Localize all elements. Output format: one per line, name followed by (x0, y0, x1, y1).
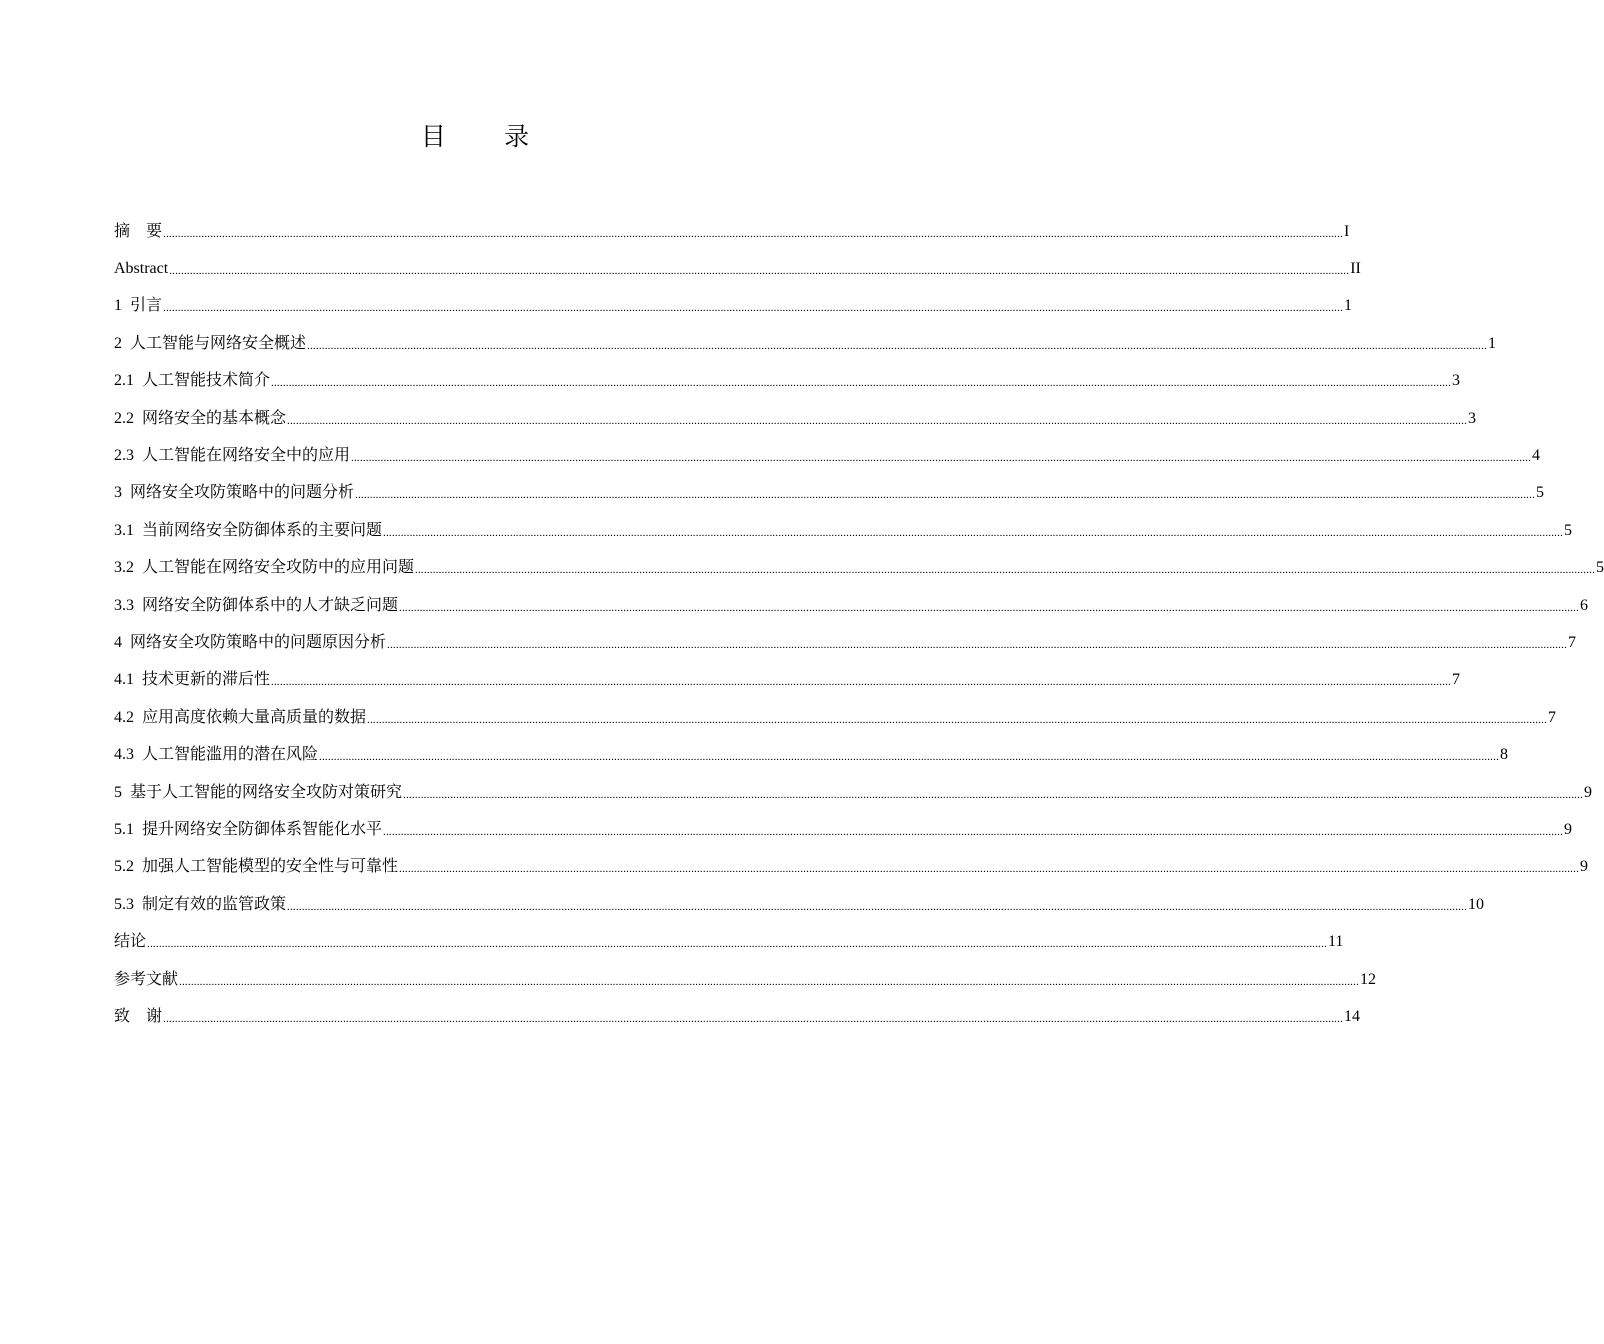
toc-entry-page: 4 (1532, 447, 1541, 465)
toc-entry-label: 结论 (114, 933, 147, 951)
toc-leader-dots: ................................................................................................................................................................................................................................................................................................................................................................................................................ (367, 713, 1548, 726)
toc-entry (114, 774, 1593, 811)
toc-entry-label: 3.1 当前网络安全防御体系的主要问题 (114, 521, 383, 539)
toc-entry (114, 998, 1361, 1035)
toc-entry (114, 400, 1477, 437)
toc-leader-dots: ................................................................................................................................................................................................................................................................................................................................................................................................................ (415, 564, 1596, 577)
toc-entry (114, 923, 1344, 960)
toc-entry (114, 363, 1461, 400)
toc-entry-page: 7 (1548, 708, 1557, 726)
toc-entry (114, 699, 1557, 736)
toc-entry-label: 5 基于人工智能的网络安全攻防对策研究 (114, 783, 403, 801)
toc-leader-dots: ................................................................................................................................................................................................................................................................................................................................................................................................................ (355, 489, 1536, 502)
toc-entry (114, 886, 1485, 923)
toc-entry-page: 5 (1536, 484, 1545, 502)
toc-entry-label: 2.3 人工智能在网络安全中的应用 (114, 447, 351, 465)
toc-entry (114, 213, 1350, 250)
toc-leader-dots: ................................................................................................................................................................................................................................................................................................................................................................................................................ (383, 825, 1564, 838)
toc-entry-page: 7 (1452, 671, 1461, 689)
toc-leader-dots: ................................................................................................................................................................................................................................................................................................................................................................................................................ (351, 452, 1532, 465)
toc-leader-dots: ................................................................................................................................................................................................................................................................................................................................................................................................................ (163, 1012, 1344, 1025)
toc-entry-label: 4.1 技术更新的滞后性 (114, 671, 271, 689)
toc-entry (114, 475, 1545, 512)
toc-entry-page: I (1344, 222, 1350, 240)
toc-entry-label: 3.3 网络安全防御体系中的人才缺乏问题 (114, 596, 399, 614)
toc-entry-label: 致 谢 (114, 1007, 163, 1025)
toc-entry-label: 1 引言 (114, 297, 163, 315)
toc-entry-label: 4.3 人工智能滥用的潜在风险 (114, 746, 319, 764)
toc-entry (114, 811, 1573, 848)
toc-entry-label: 2.2 网络安全的基本概念 (114, 409, 287, 427)
toc-entry-page: 9 (1564, 820, 1573, 838)
toc-entry-page: 11 (1328, 933, 1344, 951)
toc-entry-page: 7 (1568, 633, 1577, 651)
toc-leader-dots: ................................................................................................................................................................................................................................................................................................................................................................................................................ (287, 900, 1468, 913)
toc-leader-dots: ................................................................................................................................................................................................................................................................................................................................................................................................................ (147, 938, 1328, 951)
toc-leader-dots: ................................................................................................................................................................................................................................................................................................................................................................................................................ (163, 302, 1344, 315)
toc-leader-dots: ................................................................................................................................................................................................................................................................................................................................................................................................................ (387, 638, 1568, 651)
toc-entry-label: 5.1 提升网络安全防御体系智能化水平 (114, 820, 383, 838)
toc-entry-page: 1 (1488, 334, 1497, 352)
toc-entry-page: 9 (1580, 858, 1589, 876)
toc-leader-dots: ................................................................................................................................................................................................................................................................................................................................................................................................................ (399, 863, 1580, 876)
toc-entry-label: 3.2 人工智能在网络安全攻防中的应用问题 (114, 559, 415, 577)
toc-leader-dots: ................................................................................................................................................................................................................................................................................................................................................................................................................ (179, 975, 1360, 988)
toc-entry-label: 摘 要 (114, 222, 163, 240)
toc-entry-label: 4.2 应用高度依赖大量高质量的数据 (114, 708, 367, 726)
toc-entry-page: 12 (1360, 970, 1377, 988)
toc-entry (114, 849, 1589, 886)
toc-entry-label: 5.3 制定有效的监管政策 (114, 895, 287, 913)
toc-leader-dots: ................................................................................................................................................................................................................................................................................................................................................................................................................ (169, 265, 1350, 278)
toc-title: 目 录 (420, 124, 556, 151)
toc-entry (114, 512, 1573, 549)
toc-entry-label: Abstract (114, 260, 169, 278)
toc-entry-label: 2.1 人工智能技术简介 (114, 372, 271, 390)
toc-entry-label: 5.2 加强人工智能模型的安全性与可靠性 (114, 858, 399, 876)
toc-leader-dots: ................................................................................................................................................................................................................................................................................................................................................................................................................ (163, 227, 1344, 240)
toc-leader-dots: ................................................................................................................................................................................................................................................................................................................................................................................................................ (271, 676, 1452, 689)
toc-leader-dots: ................................................................................................................................................................................................................................................................................................................................................................................................................ (383, 526, 1564, 539)
toc-leader-dots: ................................................................................................................................................................................................................................................................................................................................................................................................................ (287, 414, 1468, 427)
toc-entry-page: 14 (1344, 1007, 1361, 1025)
toc-entry (114, 325, 1497, 362)
toc-leader-dots: ................................................................................................................................................................................................................................................................................................................................................................................................................ (307, 339, 1488, 352)
toc-entry-label: 2 人工智能与网络安全概述 (114, 334, 307, 352)
toc-entry (114, 624, 1577, 661)
toc-entry-page: 3 (1468, 409, 1477, 427)
toc-entry (114, 550, 1604, 587)
toc-entry-page: 10 (1468, 895, 1485, 913)
toc-entry-page: II (1350, 260, 1361, 278)
toc-entry (114, 250, 1361, 287)
toc-entry (114, 662, 1461, 699)
toc-entry (114, 288, 1353, 325)
toc-entry (114, 587, 1589, 624)
toc-entry (114, 961, 1377, 998)
toc-entry-label: 4 网络安全攻防策略中的问题原因分析 (114, 633, 387, 651)
toc-entry-page: 5 (1564, 521, 1573, 539)
toc-entry (114, 736, 1509, 773)
toc-leader-dots: ................................................................................................................................................................................................................................................................................................................................................................................................................ (403, 788, 1584, 801)
toc-entry-page: 9 (1584, 783, 1593, 801)
toc-leader-dots: ................................................................................................................................................................................................................................................................................................................................................................................................................ (319, 751, 1500, 764)
toc-list (114, 213, 1604, 1036)
toc-entry-page: 5 (1596, 559, 1604, 577)
toc-entry-label: 3 网络安全攻防策略中的问题分析 (114, 484, 355, 502)
toc-entry (114, 437, 1541, 474)
toc-entry-page: 1 (1344, 297, 1353, 315)
toc-entry-page: 6 (1580, 596, 1589, 614)
toc-leader-dots: ................................................................................................................................................................................................................................................................................................................................................................................................................ (271, 377, 1452, 390)
toc-entry-label: 参考文献 (114, 970, 179, 988)
toc-entry-page: 3 (1452, 372, 1461, 390)
toc-leader-dots: ................................................................................................................................................................................................................................................................................................................................................................................................................ (399, 601, 1580, 614)
toc-entry-page: 8 (1500, 746, 1509, 764)
